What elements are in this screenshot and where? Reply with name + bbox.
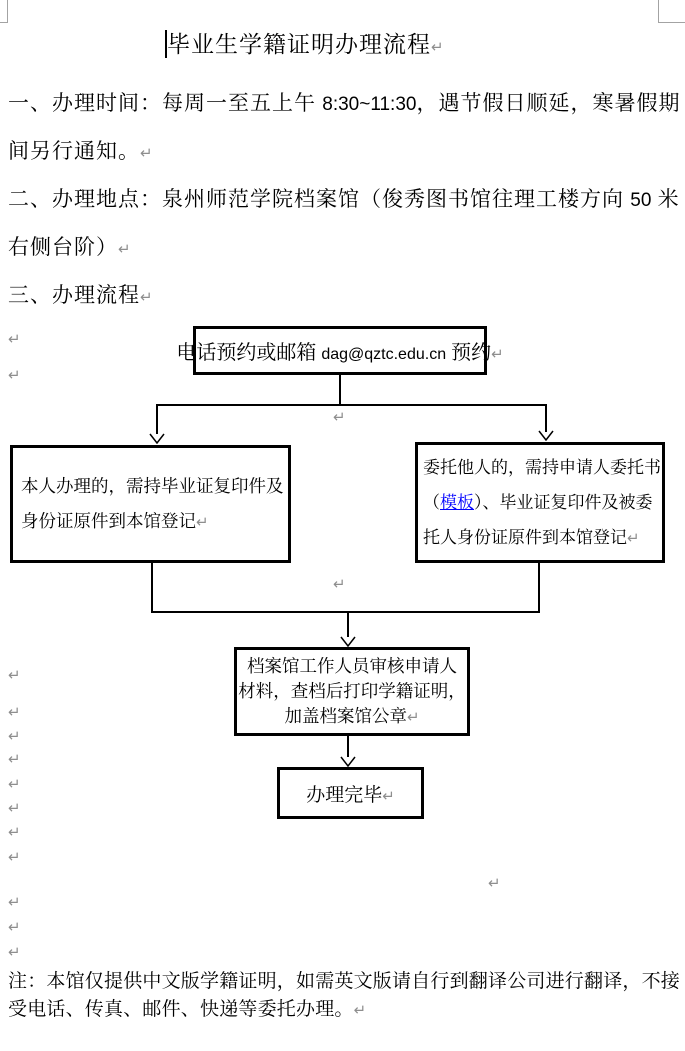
paragraph-mark-icon: ↵: [118, 240, 131, 258]
crop-mark-top-right: [658, 0, 659, 22]
body-text: 一、办理时间：每周一至五上午: [8, 91, 323, 115]
note-text: 受电话、传真、邮件、快递等委托办理。: [8, 999, 354, 1020]
self-box-text: 身份证原件到本馆登记: [21, 511, 196, 531]
paragraph-mark-icon: ↵: [488, 874, 501, 892]
paragraph-mark-icon: ↵: [627, 529, 640, 547]
paragraph-mark-icon: ↵: [8, 799, 21, 817]
paragraph-mark-icon: ↵: [8, 848, 21, 866]
review-box-line: [284, 704, 419, 729]
connector-line-vertical: [538, 563, 540, 612]
body-text: 右侧台阶）: [8, 235, 118, 259]
paragraph-mark-icon: ↵: [140, 144, 153, 162]
connector-line-vertical: [151, 563, 153, 612]
paragraph-mark-icon: ↵: [333, 408, 346, 426]
flowchart-box-review: [234, 647, 470, 736]
body-text: 间另行通知。: [8, 139, 140, 163]
appointment-text: 电话预约或邮箱: [176, 342, 322, 364]
delegate-box-text: 委托他人的，需持申请人委托书: [423, 458, 661, 477]
paragraph-mark-icon: ↵: [8, 703, 21, 721]
paragraph-mark-icon: ↵: [333, 575, 346, 593]
crop-mark-top-left: [7, 0, 8, 22]
review-box-text: 材料，查档后打印学籍证明，: [238, 681, 466, 701]
paragraph-mark-icon: ↵: [196, 513, 209, 531]
paragraph-mark-icon: ↵: [8, 775, 21, 793]
delegate-box-text: ）、毕业证复印件及被委: [474, 493, 653, 512]
paragraph-mark-icon: ↵: [353, 1001, 367, 1019]
arrow-down-head-icon: [340, 756, 356, 767]
self-box-text: 本人办理的，需持毕业证复印件及: [21, 476, 284, 496]
body-text: 二、办理地点：泉州师范学院档案馆（俊秀图书馆往理工楼方向: [8, 187, 631, 211]
page-title: [167, 31, 444, 58]
delegate-box-line: [423, 520, 662, 555]
crop-mark-top-left: [0, 22, 8, 23]
paragraph-mark-icon: ↵: [8, 823, 21, 841]
arrow-down-head-icon: [538, 430, 554, 441]
connector-line-horizontal: [151, 611, 540, 613]
paragraph-mark-icon: ↵: [491, 345, 504, 363]
paragraph-mark-icon: ↵: [8, 893, 21, 911]
connector-line-vertical: [156, 404, 158, 434]
self-box-line: [21, 504, 288, 539]
body-text-line: [8, 282, 153, 308]
connector-line-vertical: [545, 404, 547, 432]
connector-line-vertical: [339, 375, 341, 405]
body-text: 三、办理流程: [8, 283, 140, 307]
template-link[interactable]: 模板: [440, 493, 474, 512]
delegate-box-text: （: [423, 493, 440, 512]
review-box-line: [238, 679, 466, 704]
flowchart-box-done: [277, 767, 424, 819]
paragraph-mark-icon: ↵: [382, 786, 395, 805]
flowchart-box-self: [10, 445, 291, 563]
paragraph-mark-icon: ↵: [8, 330, 21, 348]
paragraph-mark-icon: ↵: [8, 727, 21, 745]
page-title-text: 毕业生学籍证明办理流程: [167, 32, 431, 57]
connector-line-vertical: [347, 736, 349, 757]
paragraph-mark-icon: ↵: [8, 366, 21, 384]
review-box-text: 加盖档案馆公章: [284, 706, 407, 726]
body-text-line: [8, 234, 131, 260]
distance-number: 50: [630, 190, 652, 211]
self-box-line: [21, 469, 288, 504]
paragraph-mark-icon: ↵: [8, 918, 21, 936]
delegate-box-line: [423, 485, 662, 520]
flowchart-box-delegate: [415, 442, 665, 563]
done-box-text: 办理完毕: [306, 784, 383, 806]
note-line: [8, 998, 366, 1022]
body-text: 米: [651, 187, 680, 211]
paragraph-mark-icon: ↵: [406, 708, 420, 726]
email-address: dag@qztc.edu.cn: [321, 346, 447, 363]
body-text-line: [8, 138, 153, 164]
body-text-line: [8, 186, 680, 214]
review-box-text: 档案馆工作人员审核申请人: [247, 656, 457, 676]
connector-line-horizontal: [156, 404, 547, 406]
body-text-line: [8, 90, 680, 118]
arrow-down-head-icon: [340, 636, 356, 647]
delegate-box-text: 托人身份证原件到本馆登记: [423, 528, 627, 547]
note-text: 注：本馆仅提供中文版学籍证明，如需英文版请自行到翻译公司进行翻译，不接: [8, 971, 681, 992]
review-box-line: [247, 654, 457, 679]
paragraph-mark-icon: ↵: [431, 38, 444, 56]
paragraph-mark-icon: ↵: [140, 288, 153, 306]
note-line: [8, 970, 680, 994]
paragraph-mark-icon: ↵: [8, 750, 21, 768]
paragraph-mark-icon: ↵: [8, 943, 21, 961]
delegate-box-line: [423, 450, 662, 485]
arrow-down-head-icon: [149, 433, 165, 444]
connector-line-vertical: [347, 611, 349, 637]
appointment-text: 预约: [446, 342, 492, 364]
flowchart-box-appointment: [176, 326, 504, 375]
time-range: 8:30~11:30: [322, 94, 417, 115]
paragraph-mark-icon: ↵: [8, 666, 21, 684]
body-text: ，遇节假日顺延，寒暑假期: [416, 91, 681, 115]
crop-mark-top-right: [658, 22, 685, 23]
